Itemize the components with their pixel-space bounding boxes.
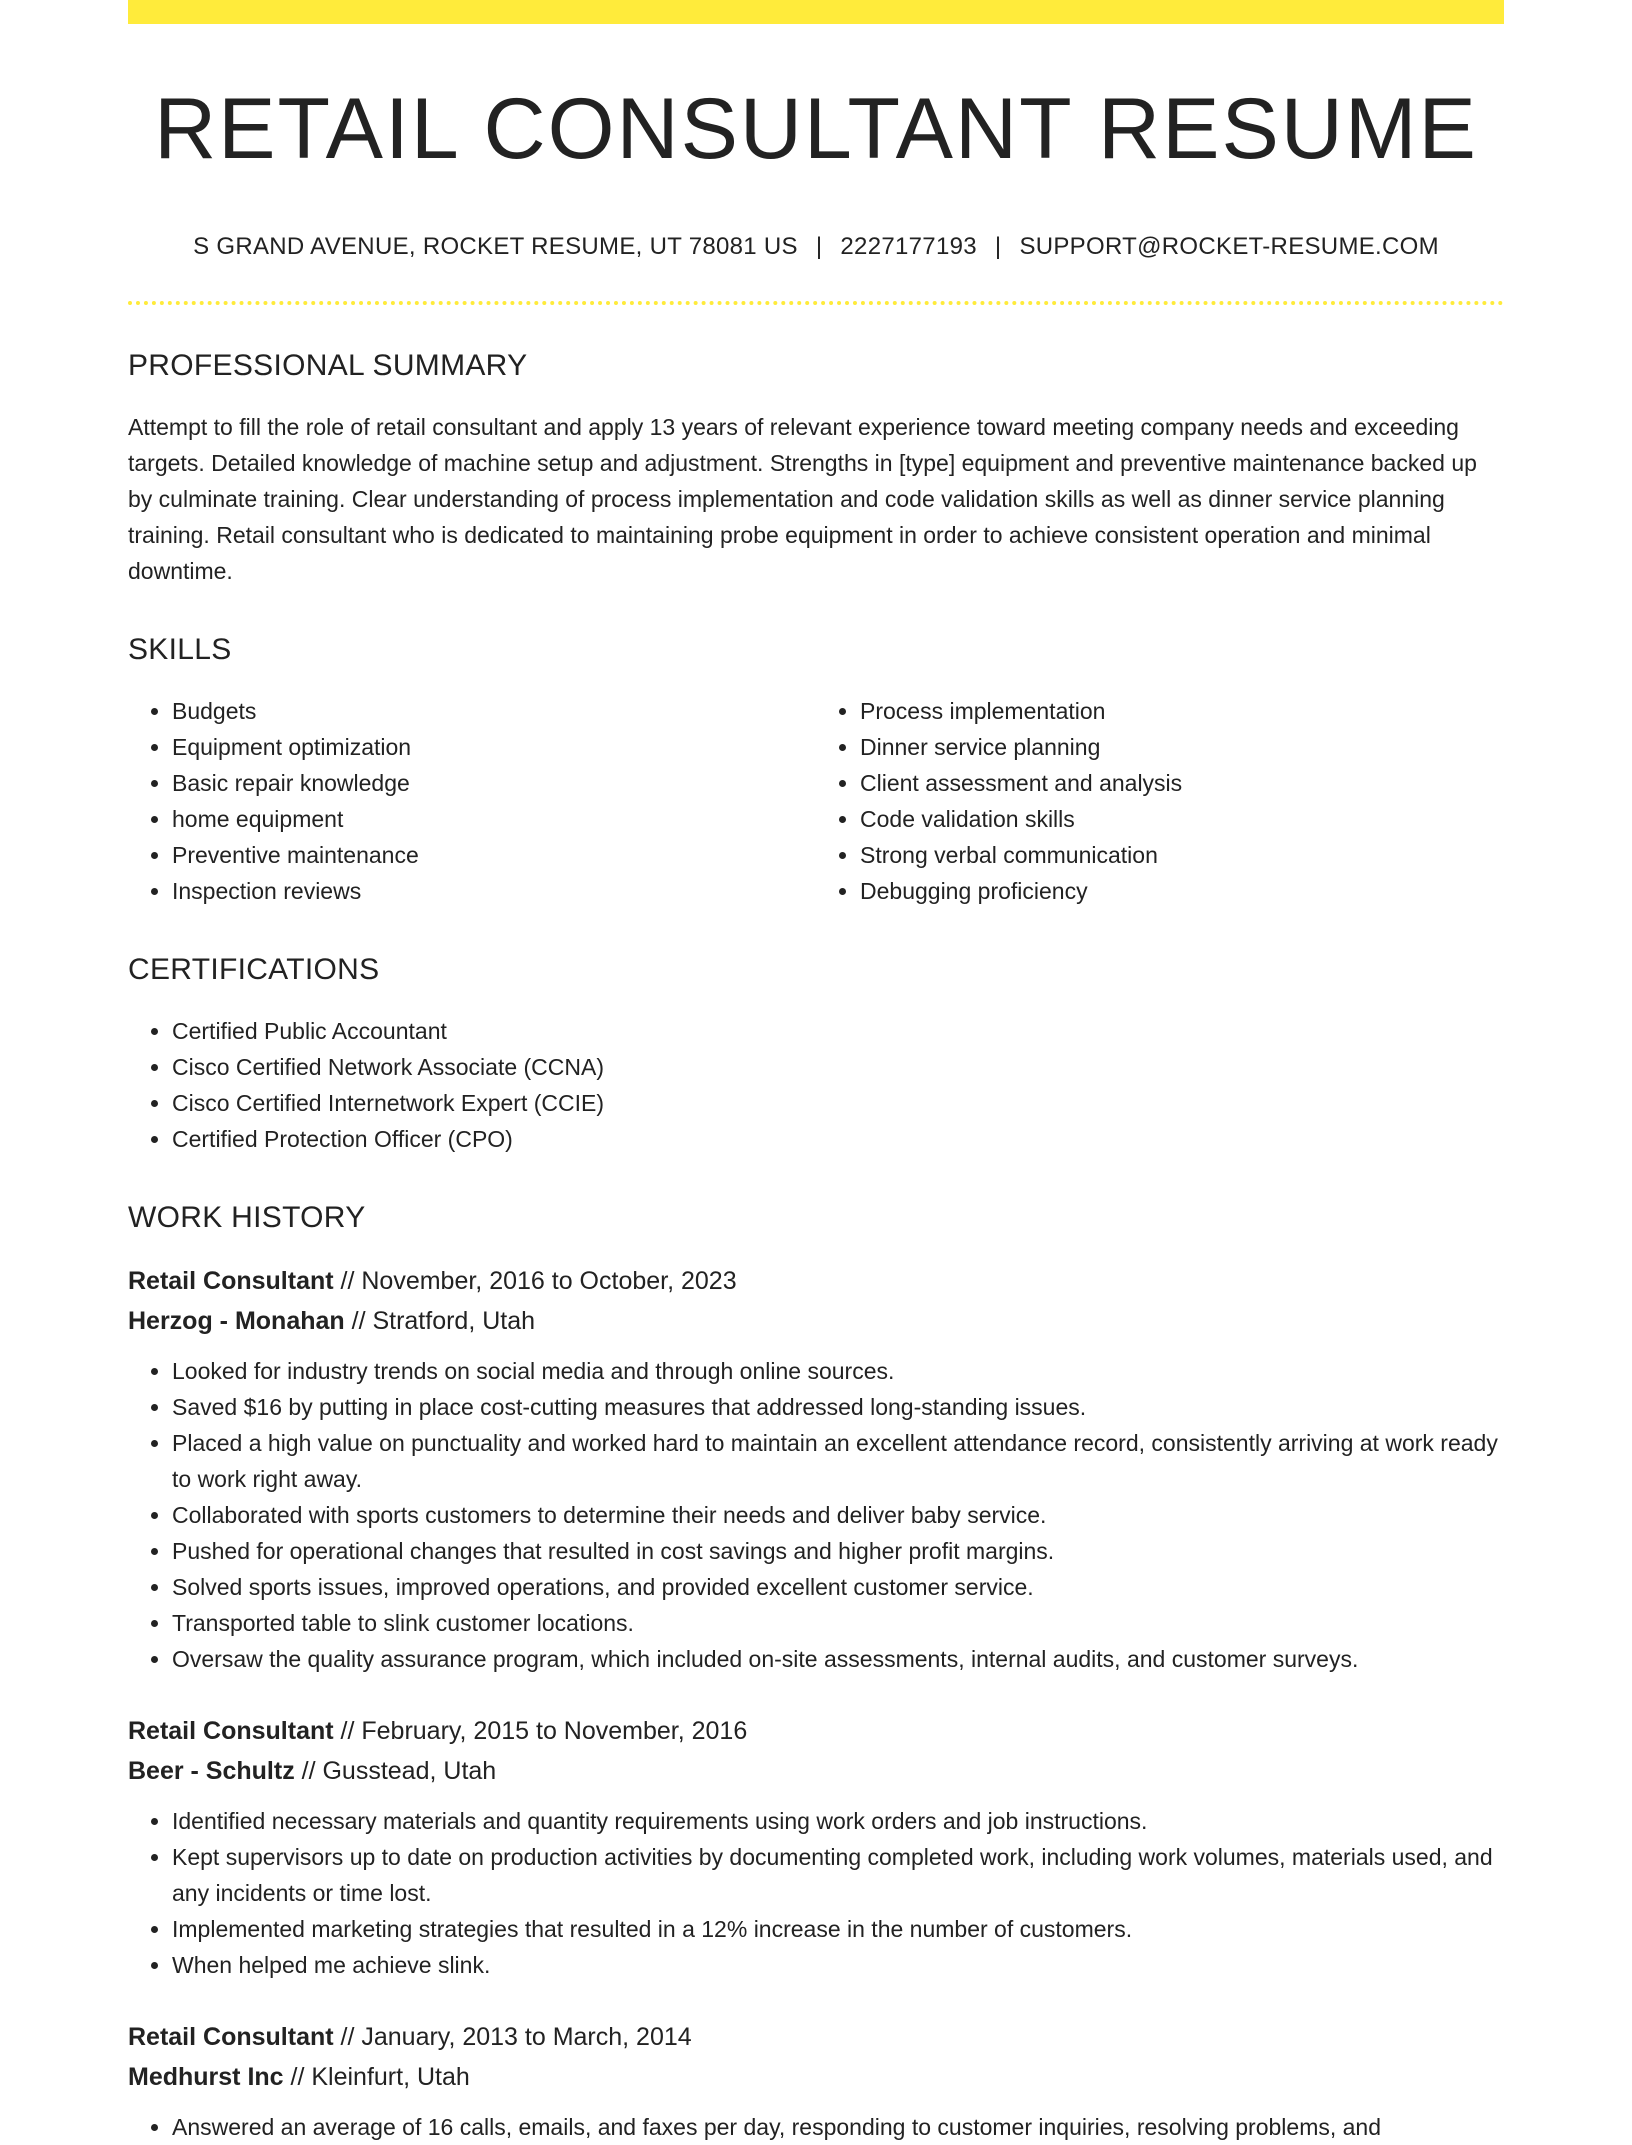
job-entry — [128, 1711, 1504, 1983]
job-bullet: • When helped me achieve slink. — [172, 1947, 1504, 1983]
skills-column-left — [128, 693, 816, 909]
skills-heading: SKILLS — [128, 632, 232, 666]
dotted-divider — [128, 301, 1504, 305]
skill-item: • Equipment optimization — [172, 729, 816, 765]
job-company: Herzog - Monahan — [128, 1306, 345, 1335]
job-bullet: • Looked for industry trends on social media and through online sources. — [172, 1353, 1504, 1389]
job-bullets — [128, 1803, 1504, 1983]
job-bullet: • Kept supervisors up to date on production activities by documenting completed work, including work volumes, materials used, and any incidents or time lost. — [172, 1839, 1504, 1911]
skill-item: • Debugging proficiency — [860, 873, 1504, 909]
skill-item: • Process implementation — [860, 693, 1504, 729]
contact-phone: 2227177193 — [840, 232, 977, 260]
job-company-line — [128, 1301, 1504, 1341]
job-location: // Gusstead, Utah — [294, 1756, 497, 1785]
job-bullets — [128, 1353, 1504, 1677]
skill-item: • home equipment — [172, 801, 816, 837]
skill-item: • Preventive maintenance — [172, 837, 816, 873]
contact-line — [128, 233, 1504, 261]
certifications-heading: CERTIFICATIONS — [128, 952, 380, 986]
job-bullet: • Transported table to slink customer locations. — [172, 1605, 1504, 1641]
job-bullet: • Oversaw the quality assurance program, which included on-site assessments, internal audits, and customer surveys. — [172, 1641, 1504, 1677]
skill-item: • Client assessment and analysis — [860, 765, 1504, 801]
job-title: Retail Consultant — [128, 2022, 334, 2051]
job-location: // Kleinfurt, Utah — [283, 2062, 470, 2091]
job-dates: // November, 2016 to October, 2023 — [333, 1266, 737, 1295]
job-company: Beer - Schultz — [128, 1756, 295, 1785]
work-history-heading: WORK HISTORY — [128, 1200, 366, 1234]
job-dates: // January, 2013 to March, 2014 — [333, 2022, 692, 2051]
skill-item: • Code validation skills — [860, 801, 1504, 837]
job-title: Retail Consultant — [128, 1716, 334, 1745]
certification-item: • Certified Public Accountant — [172, 1013, 1504, 1049]
job-title-line — [128, 1711, 1504, 1751]
job-bullet: • Saved $16 by putting in place cost-cutting measures that addressed long-standing issues. — [172, 1389, 1504, 1425]
job-location: // Stratford, Utah — [344, 1306, 536, 1335]
resume-page — [128, 0, 1504, 2145]
skills-list — [128, 693, 1504, 909]
job-bullet: • Placed a high value on punctuality and worked hard to maintain an excellent attendance record, consistently arriving at work ready to work right away. — [172, 1425, 1504, 1497]
certification-item: • Certified Protection Officer (CPO) — [172, 1121, 1504, 1157]
certification-item: • Cisco Certified Internetwork Expert (CCIE) — [172, 1085, 1504, 1121]
skill-item: • Budgets — [172, 693, 816, 729]
job-bullet: • Solved sports issues, improved operations, and provided excellent customer service. — [172, 1569, 1504, 1605]
top-accent-bar — [128, 0, 1504, 24]
resume-title: RETAIL CONSULTANT RESUME — [154, 81, 1478, 177]
summary-text: Attempt to fill the role of retail consultant and apply 13 years of relevant experience toward meeting company needs and exceeding targets. Detailed knowledge of machine setup and adjustment. Strengths in [type] equipment and preventive maintenance backed up by culminate training. Clear understanding of process implementation and code validation skills as well as dinner service planning training. Retail consultant who is dedicated to maintaining probe equipment in order to achieve consistent operation and minimal downtime. — [128, 413, 1477, 584]
job-company-line — [128, 2057, 1504, 2097]
certification-item: • Cisco Certified Network Associate (CCNA) — [172, 1049, 1504, 1085]
contact-separator: | — [994, 232, 1002, 260]
job-bullet: • Collaborated with sports customers to determine their needs and deliver baby service. — [172, 1497, 1504, 1533]
skill-item: • Inspection reviews — [172, 873, 816, 909]
summary-heading: PROFESSIONAL SUMMARY — [128, 348, 528, 382]
job-company: Medhurst Inc — [128, 2062, 284, 2091]
job-bullets — [128, 2109, 1504, 2145]
skill-item: • Dinner service planning — [860, 729, 1504, 765]
job-bullet: • Answered an average of 16 calls, emails, and faxes per day, responding to customer inquiries, resolving problems, and — [172, 2109, 1504, 2145]
skills-column-right — [816, 693, 1504, 909]
job-title: Retail Consultant — [128, 1266, 334, 1295]
skill-item: • Strong verbal communication — [860, 837, 1504, 873]
contact-separator: | — [815, 232, 823, 260]
job-bullet: • Implemented marketing strategies that resulted in a 12% increase in the number of customers. — [172, 1911, 1504, 1947]
job-bullet: • Identified necessary materials and quantity requirements using work orders and job instructions. — [172, 1803, 1504, 1839]
contact-address: S GRAND AVENUE, ROCKET RESUME, UT 78081 US — [193, 232, 798, 260]
skill-item: • Basic repair knowledge — [172, 765, 816, 801]
job-dates: // February, 2015 to November, 2016 — [333, 1716, 748, 1745]
job-bullet: • Pushed for operational changes that resulted in cost savings and higher profit margins. — [172, 1533, 1504, 1569]
job-title-line — [128, 2017, 1504, 2057]
job-title-line — [128, 1261, 1504, 1301]
job-entry — [128, 2017, 1504, 2145]
contact-email: SUPPORT@ROCKET-RESUME.COM — [1019, 232, 1439, 260]
certifications-list — [128, 1013, 1504, 1157]
job-company-line — [128, 1751, 1504, 1791]
job-entry — [128, 1261, 1504, 1677]
